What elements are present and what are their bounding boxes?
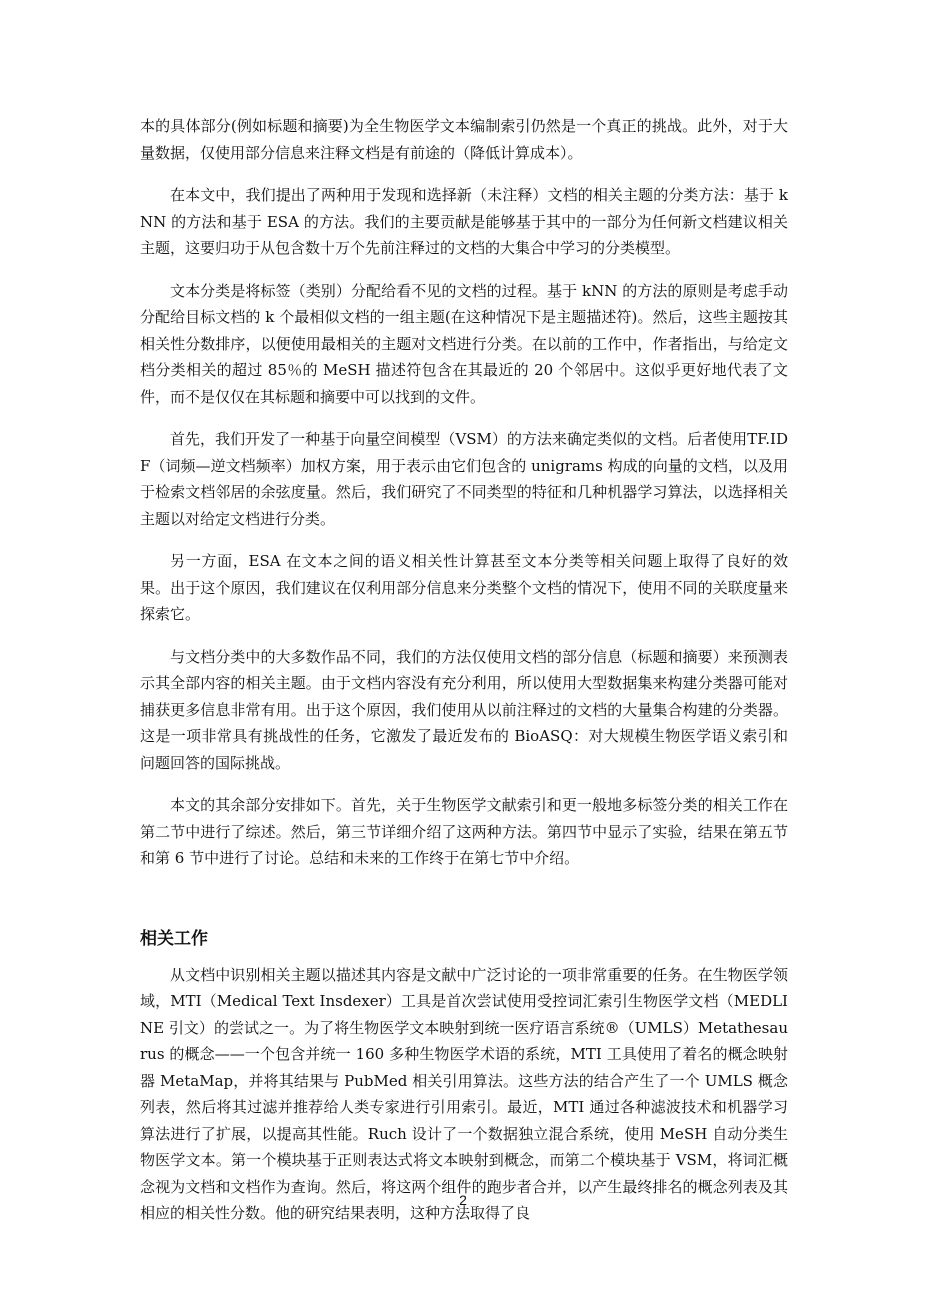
document-page	[140, 113, 788, 1243]
section-heading-related-work: 相关工作	[140, 928, 208, 949]
paragraph-organization: 本文的其余部分安排如下。首先，关于生物医学文献索引和更一般地多标签分类的相关工作在第二节中进行了综述。然后，第三节详细介绍了这两种方法。第四节中显示了实验，结果在第五节和第 6 节中进行了讨论。总结和未来的工作终于在第七节中介绍。	[140, 796, 788, 867]
page-number: 2	[459, 1192, 467, 1208]
paragraph-knn-method: 文本分类是将标签（类别）分配给看不见的文档的过程。基于 kNN 的方法的原则是考虑手动分配给目标文档的 k 个最相似文档的一组主题(在这种情况下是主题描述符)。然后，这些主题按其相关性分数排序，以便使用最相关的主题对文档进行分类。在以前的工作中，作者指出，与给定文档分类相关的超过 85％的 MeSH 描述符包含在其最近的 20 个邻居中。这似乎更好地代表了文件，而不是仅仅在其标题和摘要中可以找到的文件。	[140, 281, 788, 406]
paragraph-esa-method: 另一方面，ESA 在文本之间的语义相关性计算甚至文本分类等相关问题上取得了良好的效果。出于这个原因，我们建议在仅利用部分信息来分类整个文档的情况下，使用不同的关联度量来探索它。	[140, 552, 788, 623]
paragraph-intro-continuation: 本的具体部分(例如标题和摘要)为全生物医学文本编制索引仍然是一个真正的挑战。此外，对于大量数据，仅使用部分信息来注释文档是有前途的（降低计算成本）。	[140, 117, 788, 162]
paragraph-partial-info: 与文档分类中的大多数作品不同，我们的方法仅使用文档的部分信息（标题和摘要）来预测表示其全部内容的相关主题。由于文档内容没有充分利用，所以使用大型数据集来构建分类器可能对捕获更多信息非常有用。出于这个原因，我们使用从以前注释过的文档的大量集合构建的分类器。这是一项非常具有挑战性的任务，它激发了最近发布的 BioASQ：对大规模生物医学语义索引和问题回答的国际挑战。	[140, 647, 788, 772]
paragraph-vsm-method: 首先，我们开发了一种基于向量空间模型（VSM）的方法来确定类似的文档。后者使用TF.IDF（词频—逆文档频率）加权方案，用于表示由它们包含的 unigrams 构成的向量的文档，以及用于检索文档邻居的余弦度量。然后，我们研究了不同类型的特征和几种机器学习算法，以选择相关主题以对给定文档进行分类。	[140, 430, 788, 528]
paragraph-contribution: 在本文中，我们提出了两种用于发现和选择新（未注释）文档的相关主题的分类方法：基于 kNN 的方法和基于 ESA 的方法。我们的主要贡献是能够基于其中的一部分为任何新文档建议相关主题，这要归功于从包含数十万个先前注释过的文档的大集合中学习的分类模型。	[140, 186, 788, 257]
paragraph-related-work: 从文档中识别相关主题以描述其内容是文献中广泛讨论的一项非常重要的任务。在生物医学领域，MTI（Medical Text Insdexer）工具是首次尝试使用受控词汇索引生物医学文档（MEDLINE 引文）的尝试之一。为了将生物医学文本映射到统一医疗语言系统®（UMLS）Metathesaurus 的概念——一个包含并统一 160 多种生物医学术语的系统，MTI 工具使用了着名的概念映射器 MetaMap，并将其结果与 PubMed 相关引用算法。这些方法的结合产生了一个 UMLS 概念列表，然后将其过滤并推荐给人类专家进行引用索引。最近，MTI 通过各种滤波技术和机器学习算法进行了扩展，以提高其性能。Ruch 设计了一个数据独立混合系统，使用 MeSH 自动分类生物医学文本。第一个模块基于正则表达式将文本映射到概念，而第二个模块基于 VSM，将词汇概念视为文档和文档作为查询。然后，将这两个组件的跑步者合并，以产生最终排名的概念列表及其相应的相关性分数。他的研究结果表明，这种方法取得了良	[140, 965, 788, 1222]
